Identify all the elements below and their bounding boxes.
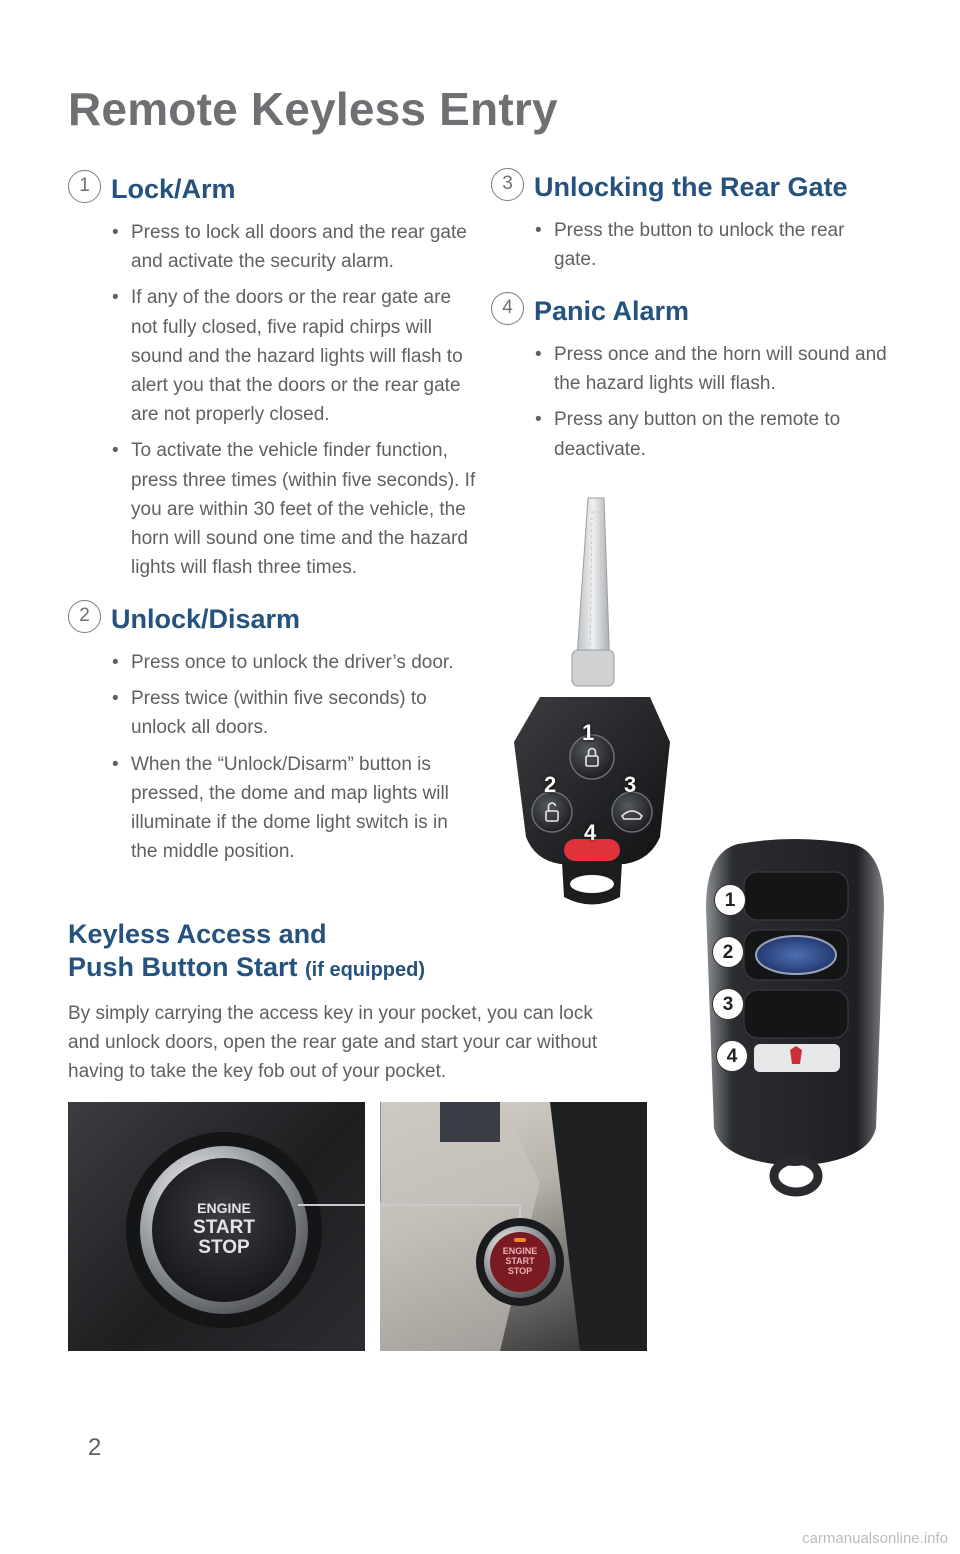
- bullet-item: • If any of the doors or the rear gate are not fully closed, five rapid chirps will sound and the hazard lights will flash to alert you that the doors or the rear gate are not properly closed.: [68, 283, 478, 429]
- dash-button-text-start: START: [505, 1256, 535, 1266]
- smart-key-label-2: 2: [712, 936, 744, 968]
- page-number: 2: [88, 1434, 102, 1461]
- section-number-4: 4: [491, 292, 524, 325]
- dashboard-photo: [380, 1102, 647, 1351]
- bullet-item: • Press any button on the remote to deactivate.: [491, 405, 891, 463]
- section-lock-arm: [68, 168, 478, 589]
- section-title-lock-arm: Lock/Arm: [111, 174, 236, 204]
- smart-key-label-1: 1: [714, 884, 746, 916]
- start-button-text-stop: STOP: [198, 1237, 250, 1258]
- smart-key-label-4: 4: [716, 1040, 748, 1072]
- section-title-unlock-disarm: Unlock/Disarm: [111, 604, 301, 634]
- bullet-item: • To activate the vehicle finder function, press three times (within five seconds). If you are within 30 feet of the vehicle, the horn will sound one time and the hazard lights will flash three times.: [68, 436, 478, 582]
- smart-key-label-3: 3: [712, 988, 744, 1020]
- dash-button-text-stop: STOP: [507, 1266, 533, 1276]
- key-fob-label-3: 3: [624, 772, 637, 797]
- keyless-title-suffix: (if equipped): [305, 959, 425, 981]
- key-fob-label-2: 2: [544, 772, 557, 797]
- section-rear-gate: [491, 166, 891, 281]
- keyless-title: [68, 918, 425, 987]
- key-fob-image: [500, 492, 685, 912]
- bullet-item: • Press the button to unlock the rear gate.: [491, 216, 891, 274]
- bullet-item: • Press once and the horn will sound and the hazard lights will flash.: [491, 340, 891, 398]
- section-title-rear-gate: Unlocking the Rear Gate: [534, 172, 848, 202]
- key-fob-label-4: 4: [584, 820, 597, 845]
- dash-button-text-engine: ENGINE: [502, 1246, 538, 1256]
- section-number-3: 3: [491, 168, 524, 201]
- bullet-item: • Press twice (within five seconds) to unlock all doors.: [68, 684, 478, 742]
- bullet-item: • When the “Unlock/Disarm” button is pressed, the dome and map lights will illuminate if the dome light switch is in the middle position.: [68, 750, 478, 867]
- bullet-item: • Press once to unlock the driver’s door.: [68, 648, 478, 677]
- section-panic-alarm: [491, 290, 891, 471]
- keyless-title-line1: Keyless Access and: [68, 919, 327, 949]
- section-title-panic-alarm: Panic Alarm: [534, 296, 690, 326]
- page-title: Remote Keyless Entry: [68, 83, 558, 135]
- smart-key-image: [698, 838, 893, 1200]
- start-button-text-start: START: [193, 1217, 255, 1238]
- section-unlock-disarm: [68, 598, 478, 873]
- section-number-1: 1: [68, 170, 101, 203]
- start-button-text-engine: ENGINE: [197, 1200, 251, 1216]
- keyless-title-line2: Push Button Start: [68, 952, 298, 982]
- key-fob-label-1: 1: [582, 720, 595, 745]
- start-button-closeup-photo: [68, 1102, 365, 1351]
- keyless-body: By simply carrying the access key in your pocket, you can lock and unlock doors, open the rear gate and start your car without having to take the key fob out of your pocket.: [68, 1003, 598, 1083]
- bullet-item: • Press to lock all doors and the rear gate and activate the security alarm.: [68, 218, 478, 276]
- watermark-text: carmanualsonline.info: [802, 1530, 948, 1547]
- section-number-2: 2: [68, 600, 101, 633]
